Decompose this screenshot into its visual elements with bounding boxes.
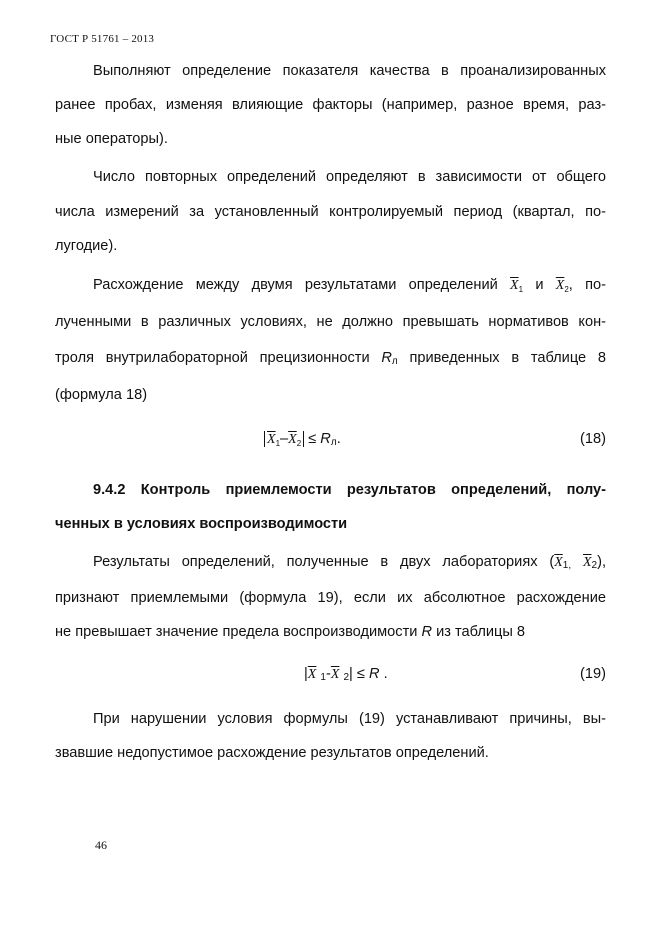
paragraph-3-line-3 <box>55 349 606 371</box>
section-heading-line-2: ченных в условиях воспроизводимости <box>55 516 348 532</box>
paragraph-1-line-2: ранее пробах, изменяя влияющие факторы (например, разное время, раз- <box>55 97 606 113</box>
formula-18-number: (18) <box>580 431 606 447</box>
paragraph-1-line-1: Выполняют определение показателя качества в проанализированных <box>93 63 606 79</box>
r-symbol: R <box>421 624 433 640</box>
leq-sign: ≤ <box>308 431 317 447</box>
paragraph-3-text-b: , по- <box>568 277 606 293</box>
symbol-x1: $\overline{X}_1$ <box>510 278 524 294</box>
paragraph-3-line-3-a: троля внутрилабораторной прецизионности <box>55 350 370 366</box>
formula-19: $|\overline{X}$ $1-\overline{X}$ 2| ≤ R . <box>304 666 388 683</box>
paragraph-4-line-1: Результаты определений, полученные в двух лабораториях ($\overline{X}1$, $\overline{X}2$), <box>93 554 607 571</box>
paragraph-3-line-2: лученными в различных условиях, не должно превышать нормативов кон- <box>55 314 606 330</box>
paragraph-4-line-2: признают приемлемыми (формула 19), если их абсолютное расхождение <box>55 590 606 606</box>
formula-18-rhs: Rл. <box>320 431 341 448</box>
paragraph-2-line-1: Число повторных определений определяют в зависимости от общего <box>93 169 606 185</box>
paragraph-3-line-1 <box>93 276 606 299</box>
paragraph-5-line-1: При нарушении условия формулы (19) устанавливают причины, вы- <box>93 711 606 727</box>
symbol-x: $\overline{X}$ <box>554 555 563 570</box>
symbol-x2: $\overline{X}_2$ <box>555 278 569 294</box>
r-l-symbol: Rл <box>381 350 398 367</box>
abs-difference: $\overline{X}_1-\overline{X}_2$ <box>264 431 304 447</box>
paragraph-2-line-3: лугодие). <box>55 238 118 254</box>
section-heading-line-1: 9.4.2 Контроль приемлемости результатов определений, полу- <box>93 482 606 498</box>
page-header: ГОСТ Р 51761 – 2013 <box>50 33 155 45</box>
paragraph-1-line-3: ные операторы). <box>55 131 168 147</box>
paragraph-5-line-2: звавшие недопустимое расхождение результатов определений. <box>55 745 489 761</box>
paragraph-4-text-a: Результаты определений, полученные в двух лабораториях ( <box>93 554 555 570</box>
paragraph-2-line-2: числа измерений за установленный контролируемый период (квартал, по- <box>55 204 606 220</box>
word-and: и <box>535 277 544 293</box>
paragraph-3-line-4: (формула 18) <box>55 387 148 403</box>
formula-19-number: (19) <box>580 666 606 682</box>
page-number: 46 <box>95 838 107 852</box>
paragraph-3-text-a: Расхождение между двумя результатами определений <box>93 277 498 293</box>
paragraph-3-line-3-b: приведенных в таблице 8 <box>409 350 607 366</box>
paragraph-4-line-3: не превышает значение предела воспроизводимости R из таблицы 8 <box>55 624 526 640</box>
formula-18 <box>264 430 341 453</box>
leq-sign: ≤ <box>356 666 365 682</box>
